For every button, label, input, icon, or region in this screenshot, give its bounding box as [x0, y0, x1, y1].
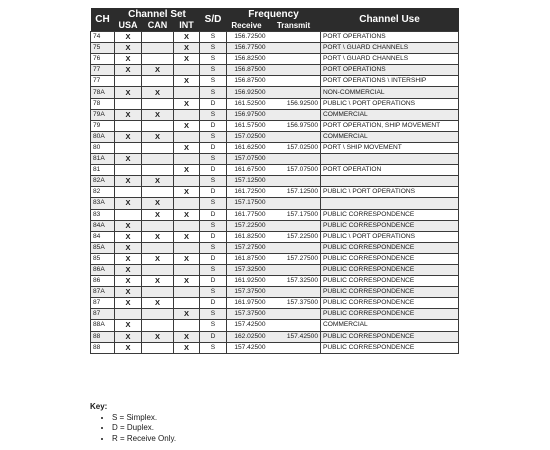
receive-freq-cell: 157.27500: [227, 242, 267, 253]
header-channel-use: Channel Use: [321, 8, 459, 32]
channel-cell: 80A: [91, 131, 115, 142]
header-frequency: Frequency: [227, 8, 321, 20]
header-int: INT: [174, 20, 200, 32]
channel-cell: 76: [91, 54, 115, 65]
receive-freq-cell: 161.72500: [227, 187, 267, 198]
channel-cell: 78: [91, 98, 115, 109]
channel-cell: 77: [91, 65, 115, 76]
sd-cell: D: [200, 165, 227, 176]
int-mark-cell: X: [174, 187, 200, 198]
usa-mark-cell: [115, 165, 142, 176]
int-mark-cell: [174, 320, 200, 331]
int-mark-cell: X: [174, 142, 200, 153]
channel-use-cell: PORT OPERATIONS: [321, 65, 459, 76]
usa-mark-cell: X: [115, 298, 142, 309]
transmit-freq-cell: [267, 87, 321, 98]
receive-freq-cell: 156.82500: [227, 54, 267, 65]
table-row: [91, 43, 459, 54]
can-mark-cell: [142, 287, 174, 298]
sd-cell: D: [200, 276, 227, 287]
transmit-freq-cell: 156.97500: [267, 120, 321, 131]
receive-freq-cell: 162.02500: [227, 331, 267, 342]
int-mark-cell: X: [174, 309, 200, 320]
channel-cell: 82: [91, 187, 115, 198]
sd-cell: S: [200, 309, 227, 320]
transmit-freq-cell: [267, 242, 321, 253]
int-mark-cell: X: [174, 98, 200, 109]
channel-use-cell: PORT \ SHIP MOVEMENT: [321, 142, 459, 153]
int-mark-cell: X: [174, 342, 200, 353]
receive-freq-cell: 157.07500: [227, 154, 267, 165]
channel-cell: 87: [91, 298, 115, 309]
channel-cell: 85: [91, 253, 115, 264]
transmit-freq-cell: [267, 109, 321, 120]
channel-cell: 84: [91, 231, 115, 242]
key-legend: [90, 402, 176, 444]
channel-cell: 86: [91, 276, 115, 287]
channel-use-cell: [321, 154, 459, 165]
table-row: [91, 264, 459, 275]
usa-mark-cell: [115, 187, 142, 198]
usa-mark-cell: X: [115, 87, 142, 98]
channel-use-cell: COMMERCIAL: [321, 109, 459, 120]
can-mark-cell: [142, 220, 174, 231]
channel-cell: 79: [91, 120, 115, 131]
can-mark-cell: [142, 165, 174, 176]
can-mark-cell: X: [142, 276, 174, 287]
transmit-freq-cell: 157.32500: [267, 276, 321, 287]
channel-cell: 74: [91, 32, 115, 43]
header-channel-set: Channel Set: [115, 8, 200, 20]
usa-mark-cell: X: [115, 54, 142, 65]
sd-cell: S: [200, 154, 227, 165]
usa-mark-cell: X: [115, 176, 142, 187]
key-item-duplex: • D = Duplex.: [112, 423, 176, 434]
can-mark-cell: X: [142, 298, 174, 309]
transmit-freq-cell: 157.42500: [267, 331, 321, 342]
table-row: [91, 198, 459, 209]
receive-freq-cell: 161.77500: [227, 209, 267, 220]
usa-mark-cell: X: [115, 65, 142, 76]
table-row: [91, 242, 459, 253]
table-row: [91, 65, 459, 76]
can-mark-cell: [142, 43, 174, 54]
transmit-freq-cell: [267, 43, 321, 54]
sd-cell: S: [200, 87, 227, 98]
channel-cell: 78A: [91, 87, 115, 98]
sd-cell: S: [200, 198, 227, 209]
sd-cell: S: [200, 320, 227, 331]
channel-use-cell: PUBLIC CORRESPONDENCE: [321, 264, 459, 275]
transmit-freq-cell: 157.07500: [267, 165, 321, 176]
channel-use-cell: PORT OPERATION: [321, 165, 459, 176]
transmit-freq-cell: [267, 287, 321, 298]
usa-mark-cell: X: [115, 43, 142, 54]
header-can: CAN: [142, 20, 174, 32]
sd-cell: S: [200, 264, 227, 275]
usa-mark-cell: [115, 142, 142, 153]
int-mark-cell: X: [174, 331, 200, 342]
channel-cell: 88: [91, 331, 115, 342]
sd-cell: S: [200, 43, 227, 54]
sd-cell: S: [200, 287, 227, 298]
receive-freq-cell: 157.17500: [227, 198, 267, 209]
int-mark-cell: [174, 198, 200, 209]
sd-cell: S: [200, 242, 227, 253]
can-mark-cell: [142, 120, 174, 131]
channel-use-cell: PORT OPERATIONS: [321, 32, 459, 43]
channel-use-cell: PUBLIC CORRESPONDENCE: [321, 220, 459, 231]
table-header: [91, 8, 459, 32]
transmit-freq-cell: [267, 131, 321, 142]
table-row: [91, 231, 459, 242]
channel-use-cell: COMMERCIAL: [321, 131, 459, 142]
can-mark-cell: [142, 154, 174, 165]
int-mark-cell: [174, 287, 200, 298]
table-row: [91, 87, 459, 98]
usa-mark-cell: X: [115, 287, 142, 298]
table-row: [91, 32, 459, 43]
table-row: [91, 209, 459, 220]
usa-mark-cell: X: [115, 320, 142, 331]
table-row: [91, 298, 459, 309]
transmit-freq-cell: 157.27500: [267, 253, 321, 264]
usa-mark-cell: X: [115, 276, 142, 287]
can-mark-cell: X: [142, 209, 174, 220]
int-mark-cell: [174, 65, 200, 76]
header-transmit: Transmit: [267, 20, 321, 32]
int-mark-cell: X: [174, 76, 200, 87]
key-item-simplex: • S = Simplex.: [112, 413, 176, 424]
sd-cell: D: [200, 331, 227, 342]
receive-freq-cell: 161.87500: [227, 253, 267, 264]
channel-cell: 79A: [91, 109, 115, 120]
receive-freq-cell: 161.67500: [227, 165, 267, 176]
channel-cell: 87: [91, 309, 115, 320]
sd-cell: S: [200, 54, 227, 65]
receive-freq-cell: 157.42500: [227, 342, 267, 353]
can-mark-cell: X: [142, 65, 174, 76]
channel-use-cell: PUBLIC CORRESPONDENCE: [321, 309, 459, 320]
header-sd: S/D: [200, 8, 227, 32]
transmit-freq-cell: [267, 154, 321, 165]
int-mark-cell: X: [174, 209, 200, 220]
int-mark-cell: X: [174, 253, 200, 264]
usa-mark-cell: [115, 98, 142, 109]
channel-cell: 88: [91, 342, 115, 353]
can-mark-cell: X: [142, 253, 174, 264]
can-mark-cell: [142, 54, 174, 65]
channel-cell: 87A: [91, 287, 115, 298]
can-mark-cell: [142, 242, 174, 253]
int-mark-cell: X: [174, 43, 200, 54]
int-mark-cell: [174, 220, 200, 231]
receive-freq-cell: 161.92500: [227, 276, 267, 287]
channel-use-cell: PUBLIC CORRESPONDENCE: [321, 298, 459, 309]
table-body: [91, 32, 459, 354]
can-mark-cell: [142, 320, 174, 331]
table-row: [91, 342, 459, 353]
receive-freq-cell: 156.92500: [227, 87, 267, 98]
receive-freq-cell: 157.02500: [227, 131, 267, 142]
transmit-freq-cell: 156.92500: [267, 98, 321, 109]
int-mark-cell: [174, 176, 200, 187]
table-row: [91, 109, 459, 120]
transmit-freq-cell: [267, 76, 321, 87]
sd-cell: S: [200, 342, 227, 353]
channel-cell: 84A: [91, 220, 115, 231]
can-mark-cell: X: [142, 176, 174, 187]
channel-use-cell: PUBLIC \ PORT OPERATIONS: [321, 98, 459, 109]
table-row: [91, 98, 459, 109]
table-row: [91, 331, 459, 342]
header-usa: USA: [115, 20, 142, 32]
transmit-freq-cell: [267, 320, 321, 331]
channel-use-cell: PUBLIC CORRESPONDENCE: [321, 253, 459, 264]
usa-mark-cell: X: [115, 131, 142, 142]
int-mark-cell: X: [174, 231, 200, 242]
transmit-freq-cell: [267, 176, 321, 187]
channel-use-cell: PUBLIC CORRESPONDENCE: [321, 287, 459, 298]
can-mark-cell: [142, 264, 174, 275]
table-row: [91, 187, 459, 198]
sd-cell: D: [200, 231, 227, 242]
channel-use-cell: COMMERCIAL: [321, 320, 459, 331]
channel-use-cell: PUBLIC CORRESPONDENCE: [321, 209, 459, 220]
int-mark-cell: X: [174, 120, 200, 131]
receive-freq-cell: 156.77500: [227, 43, 267, 54]
receive-freq-cell: 157.32500: [227, 264, 267, 275]
transmit-freq-cell: [267, 198, 321, 209]
int-mark-cell: [174, 87, 200, 98]
table-row: [91, 287, 459, 298]
receive-freq-cell: 157.42500: [227, 320, 267, 331]
int-mark-cell: [174, 242, 200, 253]
can-mark-cell: X: [142, 131, 174, 142]
table-row: [91, 253, 459, 264]
receive-freq-cell: 161.57500: [227, 120, 267, 131]
usa-mark-cell: X: [115, 220, 142, 231]
channel-cell: 83A: [91, 198, 115, 209]
usa-mark-cell: [115, 209, 142, 220]
sd-cell: D: [200, 298, 227, 309]
channel-use-cell: [321, 176, 459, 187]
table-row: [91, 142, 459, 153]
can-mark-cell: [142, 187, 174, 198]
channel-cell: 77: [91, 76, 115, 87]
int-mark-cell: [174, 298, 200, 309]
usa-mark-cell: X: [115, 264, 142, 275]
channel-use-cell: PUBLIC \ PORT OPERATIONS: [321, 231, 459, 242]
can-mark-cell: [142, 98, 174, 109]
table-row: [91, 320, 459, 331]
usa-mark-cell: X: [115, 253, 142, 264]
channel-cell: 81A: [91, 154, 115, 165]
can-mark-cell: X: [142, 331, 174, 342]
can-mark-cell: [142, 142, 174, 153]
usa-mark-cell: X: [115, 242, 142, 253]
sd-cell: D: [200, 253, 227, 264]
key-item-receive-only: • R = Receive Only.: [112, 434, 176, 445]
transmit-freq-cell: [267, 65, 321, 76]
can-mark-cell: X: [142, 231, 174, 242]
receive-freq-cell: 161.82500: [227, 231, 267, 242]
usa-mark-cell: [115, 309, 142, 320]
channel-use-cell: PUBLIC CORRESPONDENCE: [321, 242, 459, 253]
usa-mark-cell: X: [115, 154, 142, 165]
sd-cell: D: [200, 120, 227, 131]
usa-mark-cell: X: [115, 342, 142, 353]
sd-cell: S: [200, 109, 227, 120]
channel-table-wrapper: [90, 8, 458, 354]
can-mark-cell: [142, 32, 174, 43]
transmit-freq-cell: 157.02500: [267, 142, 321, 153]
channel-cell: 83: [91, 209, 115, 220]
sd-cell: S: [200, 176, 227, 187]
can-mark-cell: [142, 309, 174, 320]
channel-cell: 80: [91, 142, 115, 153]
transmit-freq-cell: 157.22500: [267, 231, 321, 242]
receive-freq-cell: 157.37500: [227, 287, 267, 298]
channel-use-cell: PORT OPERATION, SHIP MOVEMENT: [321, 120, 459, 131]
channel-use-cell: PUBLIC \ PORT OPERATIONS: [321, 187, 459, 198]
channel-cell: 81: [91, 165, 115, 176]
receive-freq-cell: 161.62500: [227, 142, 267, 153]
int-mark-cell: X: [174, 54, 200, 65]
usa-mark-cell: X: [115, 331, 142, 342]
channel-cell: 85A: [91, 242, 115, 253]
table-row: [91, 276, 459, 287]
can-mark-cell: X: [142, 87, 174, 98]
table-row: [91, 165, 459, 176]
sd-cell: D: [200, 187, 227, 198]
receive-freq-cell: 156.72500: [227, 32, 267, 43]
channel-use-cell: PORT OPERATIONS \ INTERSHIP: [321, 76, 459, 87]
int-mark-cell: [174, 131, 200, 142]
key-title: Key:: [90, 402, 108, 411]
sd-cell: D: [200, 209, 227, 220]
channel-table: [90, 8, 459, 354]
channel-use-cell: PORT \ GUARD CHANNELS: [321, 43, 459, 54]
table-row: [91, 131, 459, 142]
int-mark-cell: [174, 109, 200, 120]
receive-freq-cell: 156.87500: [227, 76, 267, 87]
receive-freq-cell: 161.97500: [227, 298, 267, 309]
transmit-freq-cell: [267, 54, 321, 65]
int-mark-cell: X: [174, 165, 200, 176]
can-mark-cell: X: [142, 109, 174, 120]
table-row: [91, 120, 459, 131]
transmit-freq-cell: [267, 32, 321, 43]
receive-freq-cell: 156.97500: [227, 109, 267, 120]
receive-freq-cell: 161.52500: [227, 98, 267, 109]
can-mark-cell: [142, 342, 174, 353]
sd-cell: S: [200, 76, 227, 87]
transmit-freq-cell: [267, 309, 321, 320]
receive-freq-cell: 157.37500: [227, 309, 267, 320]
channel-use-cell: PUBLIC CORRESPONDENCE: [321, 331, 459, 342]
receive-freq-cell: 157.22500: [227, 220, 267, 231]
usa-mark-cell: X: [115, 109, 142, 120]
table-row: [91, 54, 459, 65]
int-mark-cell: [174, 264, 200, 275]
int-mark-cell: X: [174, 32, 200, 43]
table-row: [91, 176, 459, 187]
receive-freq-cell: 157.12500: [227, 176, 267, 187]
header-ch: CH: [91, 8, 115, 32]
header-receive: Receive: [227, 20, 267, 32]
channel-use-cell: NON-COMMERCIAL: [321, 87, 459, 98]
transmit-freq-cell: [267, 342, 321, 353]
table-row: [91, 309, 459, 320]
receive-freq-cell: 156.87500: [227, 65, 267, 76]
channel-cell: 75: [91, 43, 115, 54]
transmit-freq-cell: 157.17500: [267, 209, 321, 220]
transmit-freq-cell: [267, 220, 321, 231]
can-mark-cell: X: [142, 198, 174, 209]
sd-cell: S: [200, 32, 227, 43]
usa-mark-cell: X: [115, 231, 142, 242]
usa-mark-cell: X: [115, 32, 142, 43]
transmit-freq-cell: 157.37500: [267, 298, 321, 309]
channel-use-cell: [321, 198, 459, 209]
sd-cell: D: [200, 98, 227, 109]
sd-cell: S: [200, 131, 227, 142]
int-mark-cell: [174, 154, 200, 165]
int-mark-cell: X: [174, 276, 200, 287]
channel-use-cell: PORT \ GUARD CHANNELS: [321, 54, 459, 65]
sd-cell: S: [200, 65, 227, 76]
usa-mark-cell: [115, 76, 142, 87]
channel-use-cell: PUBLIC CORRESPONDENCE: [321, 276, 459, 287]
usa-mark-cell: [115, 120, 142, 131]
sd-cell: S: [200, 220, 227, 231]
table-row: [91, 154, 459, 165]
channel-cell: 86A: [91, 264, 115, 275]
channel-cell: 88A: [91, 320, 115, 331]
can-mark-cell: [142, 76, 174, 87]
channel-cell: 82A: [91, 176, 115, 187]
channel-use-cell: PUBLIC CORRESPONDENCE: [321, 342, 459, 353]
transmit-freq-cell: [267, 264, 321, 275]
sd-cell: D: [200, 142, 227, 153]
usa-mark-cell: X: [115, 198, 142, 209]
table-row: [91, 76, 459, 87]
table-row: [91, 220, 459, 231]
transmit-freq-cell: 157.12500: [267, 187, 321, 198]
key-list: [90, 413, 176, 445]
